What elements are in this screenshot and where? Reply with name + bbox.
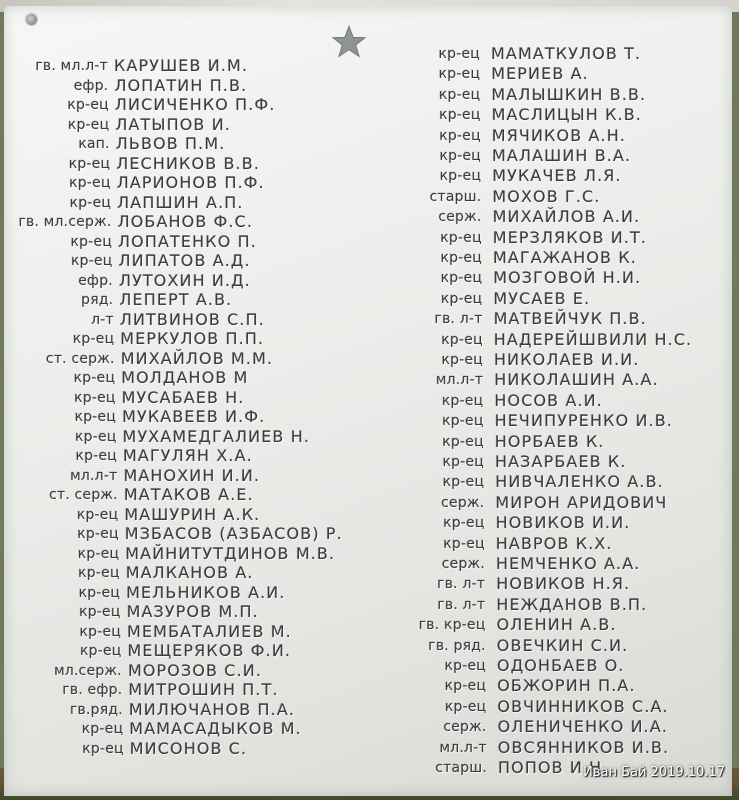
entry-name: ОВЧИННИКОВ С.А. (497, 696, 669, 716)
entry-rank: кр-ец (70, 253, 113, 269)
plaque-entry (4, 636, 724, 656)
plaque-entry (4, 391, 724, 411)
entry-rank: ефр. (73, 77, 109, 94)
entry-name: МИХАЙЛОВ А.И. (492, 207, 641, 227)
entry-rank: кр-ец (77, 526, 119, 542)
entry-rank: гв. л-т (437, 576, 486, 593)
entry-rank: кр-ец (67, 116, 110, 133)
entry-name: МАГАЖАНОВ К. (493, 248, 637, 267)
entry-name: МУХАМЕДГАЛИЕВ Н. (122, 426, 311, 446)
plaque-entry (4, 595, 724, 615)
entry-name: КАРУШЕВ И.М. (114, 56, 249, 75)
entry-rank: кр-ец (69, 194, 112, 211)
entry-rank: кр-ец (73, 370, 116, 386)
entry-rank: кр-ец (70, 233, 113, 250)
entry-rank: мл.л-т (70, 467, 118, 484)
plaque-entry (4, 432, 724, 452)
plaque-entry (4, 330, 724, 350)
entry-rank: кр-ец (444, 678, 487, 695)
entry-rank: кр-ец (439, 127, 481, 144)
entry-rank: ряд. (81, 292, 114, 308)
entry-rank: кр-ец (442, 474, 485, 491)
plaque-bolt-top-left (26, 14, 37, 25)
entry-name: ЛИСИЧЕНКО П.Ф. (114, 95, 276, 114)
entry-name: ЛИТВИНОВ С.П. (119, 309, 265, 329)
entry-rank: кр-ец (440, 290, 483, 307)
plaque-entry (4, 126, 724, 146)
entry-name: НИКОЛАШИН А.А. (494, 370, 659, 390)
entry-rank: серж. (441, 556, 485, 572)
entry-rank: серж. (441, 494, 485, 511)
entry-rank: кр-ец (74, 389, 116, 406)
entry-name: МОЗГОВОЙ Н.И. (493, 268, 642, 288)
entry-name: МИХАЙЛОВ М.М. (120, 348, 274, 368)
entry-name: ОДОНБАЕВ О. (497, 656, 625, 675)
entry-name: МИТРОШИН П.Т. (128, 680, 279, 699)
entry-name: МАМАТКУЛОВ Т. (491, 44, 642, 63)
entry-rank: кр-ец (442, 454, 484, 470)
plaque-entry (4, 146, 724, 166)
entry-name: МОЛДАНОВ М (121, 368, 249, 387)
entry-rank: кр-ец (75, 428, 117, 445)
entry-rank: гв. кр-ец (418, 617, 486, 634)
entry-rank: кр-ец (439, 168, 482, 185)
entry-name: МЕМБАТАЛИЕВ М. (127, 621, 292, 641)
entry-rank: кр-ец (438, 46, 480, 62)
entry-rank: кр-ец (82, 740, 124, 757)
entry-rank: гв. л-т (434, 311, 483, 328)
entry-name: ЛАРИОНОВ П.Ф. (116, 173, 265, 192)
entry-name: НОРБАЕВ К. (494, 431, 605, 451)
plaque-entry (4, 615, 724, 635)
entry-rank: кр-ец (79, 604, 121, 620)
entry-rank: серж. (443, 719, 487, 736)
entry-name: НЕЖДАНОВ В.П. (496, 594, 648, 614)
entry-name: ЛЬВОВ П.М. (115, 134, 226, 153)
plaque-entry (4, 268, 724, 288)
entry-name: МЕРКУЛОВ П.П. (120, 329, 265, 348)
entry-rank: кр-ец (79, 643, 122, 659)
entry-rank: ст. серж. (45, 350, 115, 367)
entry-rank: кр-ец (440, 250, 482, 266)
entry-name: НАДЕРЕЙШВИЛИ Н.С. (493, 329, 693, 349)
entry-name: МАТАКОВ А.Е. (123, 485, 254, 504)
plaque-entry (4, 717, 724, 737)
entry-name: НАВРОВ К.Х. (495, 533, 613, 553)
entry-name: МИЛЮЧАНОВ П.А. (128, 699, 296, 719)
entry-name: МАЛЫШКИН В.В. (491, 84, 647, 104)
entry-rank: кр-ец (444, 658, 486, 674)
plaque-entry (4, 534, 724, 554)
plaque-entry (4, 309, 724, 329)
entry-rank: кр-ец (75, 448, 117, 464)
entry-name: ОБЖОРИН П.А. (497, 676, 636, 696)
plaque-entry (4, 411, 724, 431)
entry-rank: кр-ец (78, 565, 120, 581)
plaque-entry (4, 452, 724, 472)
entry-name: НИКОЛАЕВ И.И. (494, 350, 640, 369)
entry-rank: мл.л-т (439, 739, 487, 756)
entry-name: МАТВЕЙЧУК П.В. (493, 309, 647, 329)
plaque-entry (4, 656, 724, 676)
entry-rank: серж. (438, 209, 482, 226)
entry-rank: гв. ряд. (428, 637, 486, 654)
entry-name: НЕМЧЕНКО А.А. (496, 554, 641, 573)
entry-name: ЛУТОХИН И.Д. (118, 270, 251, 290)
entry-name: МЕРИЕВ А. (491, 64, 589, 84)
entry-name: МАЙНИТУТДИНОВ М.В. (125, 543, 336, 563)
entry-name: МЯЧИКОВ А.Н. (491, 125, 627, 145)
entry-rank: кр-ец (67, 97, 109, 113)
entry-rank: кр-ец (78, 584, 121, 601)
entry-rank: кр-ец (79, 623, 122, 640)
entry-name: МАЛКАНОВ А. (125, 563, 254, 582)
entry-rank: кр-ец (438, 86, 481, 103)
plaque-entry (4, 350, 724, 370)
entry-name: НОСОВ А.И. (494, 390, 603, 410)
entry-rank: кр-ец (69, 175, 111, 191)
entry-name: МУКАЧЕВ Л.Я. (492, 166, 622, 186)
entry-name: МАШУРИН А.К. (124, 504, 261, 524)
entry-rank: кр-ец (68, 155, 111, 172)
entry-name: МАСЛИЦЫН К.В. (491, 105, 642, 125)
entry-rank: кр-ец (441, 352, 483, 368)
entry-name: ЛОПАТЕНКО П. (118, 231, 257, 251)
entry-rank: старш. (429, 188, 482, 205)
entry-name: МЕРЗЛЯКОВ И.Т. (492, 227, 648, 247)
entry-rank: кр-ец (443, 535, 485, 552)
entry-name: ЛИПАТОВ А.Д. (118, 251, 251, 270)
entry-rank: гв.ряд. (69, 701, 123, 718)
plaque-entry (4, 44, 724, 64)
plaque-entry (4, 472, 724, 492)
entry-rank: кап. (78, 136, 110, 152)
plaque-entry (4, 207, 724, 227)
plaque-entry (4, 676, 724, 696)
entry-rank: кр-ец (439, 148, 481, 164)
entry-name: ОВЕЧКИН С.И. (496, 635, 629, 655)
plaque-entry (4, 187, 724, 207)
entry-name: ЛОПАТИН П.В. (114, 75, 248, 95)
plaque-entry (4, 85, 724, 105)
entry-name: ЛЕПЕРТ А.В. (119, 290, 233, 309)
entry-rank: мл.л-т (435, 372, 484, 389)
entry-rank: кр-ец (441, 392, 484, 409)
entry-name: МОХОВ Г.С. (492, 186, 601, 206)
entry-name: МУСАБАЕВ Н. (121, 387, 245, 407)
entry-rank: кр-ец (442, 433, 484, 450)
entry-rank: кр-ец (81, 721, 124, 737)
plaque-entry (4, 289, 724, 309)
entry-rank: ефр. (78, 272, 113, 289)
entry-name: НИВЧАЛЕНКО А.В. (495, 472, 664, 492)
entry-rank: кр-ец (77, 545, 120, 562)
entry-name: МИРОН АРИДОВИЧ (495, 492, 668, 512)
photo-watermark: Иван Бай 2019.10.17 (583, 765, 725, 780)
entry-rank: кр-ец (443, 515, 485, 532)
entry-name: МУСАЕВ Е. (493, 288, 591, 308)
entry-name: ЛЕСНИКОВ В.В. (116, 153, 261, 173)
entry-rank: кр-ец (72, 331, 115, 347)
entry-name: ОЛЕНИН А.В. (496, 615, 617, 635)
entry-name: НЕЧИПУРЕНКО И.В. (494, 411, 673, 431)
entry-rank: ст. серж. (49, 487, 118, 503)
plaque-entry (4, 574, 724, 594)
plaque-entry (4, 64, 724, 84)
entry-rank: старш. (435, 760, 487, 776)
entry-rank: гв. л-т (437, 596, 486, 613)
entry-name: ЛОБАНОВ Ф.С. (117, 212, 254, 231)
entry-name: НАЗАРБАЕВ К. (495, 452, 627, 471)
plaque-entry (4, 370, 724, 390)
entry-name: ЛАПШИН А.П. (117, 192, 244, 212)
entry-rank: гв. ефр. (62, 682, 123, 698)
entry-name: МАНОХИН И.И. (123, 465, 261, 485)
plaque-entry (4, 248, 724, 268)
entry-name: ПОПОВ И.Н. (498, 758, 609, 777)
memorial-plaque (4, 6, 732, 796)
entry-rank: кр-ец (438, 66, 481, 83)
plaque-entry (4, 166, 724, 186)
entry-rank: гв. мл.серж. (18, 214, 112, 230)
entry-name: МАГУЛЯН Х.А. (123, 446, 253, 465)
entry-name: МАЗУРОВ М.П. (126, 602, 259, 621)
entry-name: МУКАВЕЕВ И.Ф. (122, 407, 266, 426)
entry-rank: кр-ец (440, 270, 483, 287)
entry-name: НОВИКОВ Н.Я. (496, 574, 631, 594)
entry-name: МОРОЗОВ С.И. (127, 660, 263, 680)
entry-rank: кр-ец (74, 409, 117, 425)
plaque-entry (4, 228, 724, 248)
entry-rank: мл.серж. (54, 662, 122, 679)
entry-name: НОВИКОВ И.И. (495, 513, 631, 533)
entry-name: МЕЩЕРЯКОВ Ф.И. (127, 641, 292, 660)
entry-rank: л-т (91, 311, 114, 328)
entry-rank: кр-ец (441, 331, 483, 348)
entry-name: МЗБАСОВ (АЗБАСОВ) Р. (124, 524, 343, 543)
entry-rank: кр-ец (439, 107, 481, 124)
entry-name: ЛАТЫПОВ И. (115, 114, 231, 134)
entry-name: МЕЛЬНИКОВ А.И. (126, 582, 286, 602)
plaque-entry (4, 697, 724, 717)
plaque-entry (4, 513, 724, 533)
entry-name: МАЛАШИН В.А. (492, 146, 632, 165)
plaque-entry (4, 554, 724, 574)
entry-name: ОЛЕНИЧЕНКО И.А. (497, 717, 669, 737)
entry-rank: кр-ец (442, 413, 484, 430)
entry-rank: кр-ец (440, 229, 482, 246)
entry-rank: кр-ец (76, 506, 119, 523)
entry-name: ОВСЯННИКОВ И.В. (497, 737, 670, 757)
plaque-entry (4, 738, 724, 758)
entry-rank: кр-ец (444, 698, 487, 715)
plaque-entry (4, 105, 724, 125)
entry-name: МИСОНОВ С. (129, 738, 248, 758)
entry-rank: гв. мл.л-т (35, 58, 108, 74)
plaque-entry (4, 493, 724, 513)
entry-name: МАМАСАДЫКОВ М. (129, 719, 302, 738)
